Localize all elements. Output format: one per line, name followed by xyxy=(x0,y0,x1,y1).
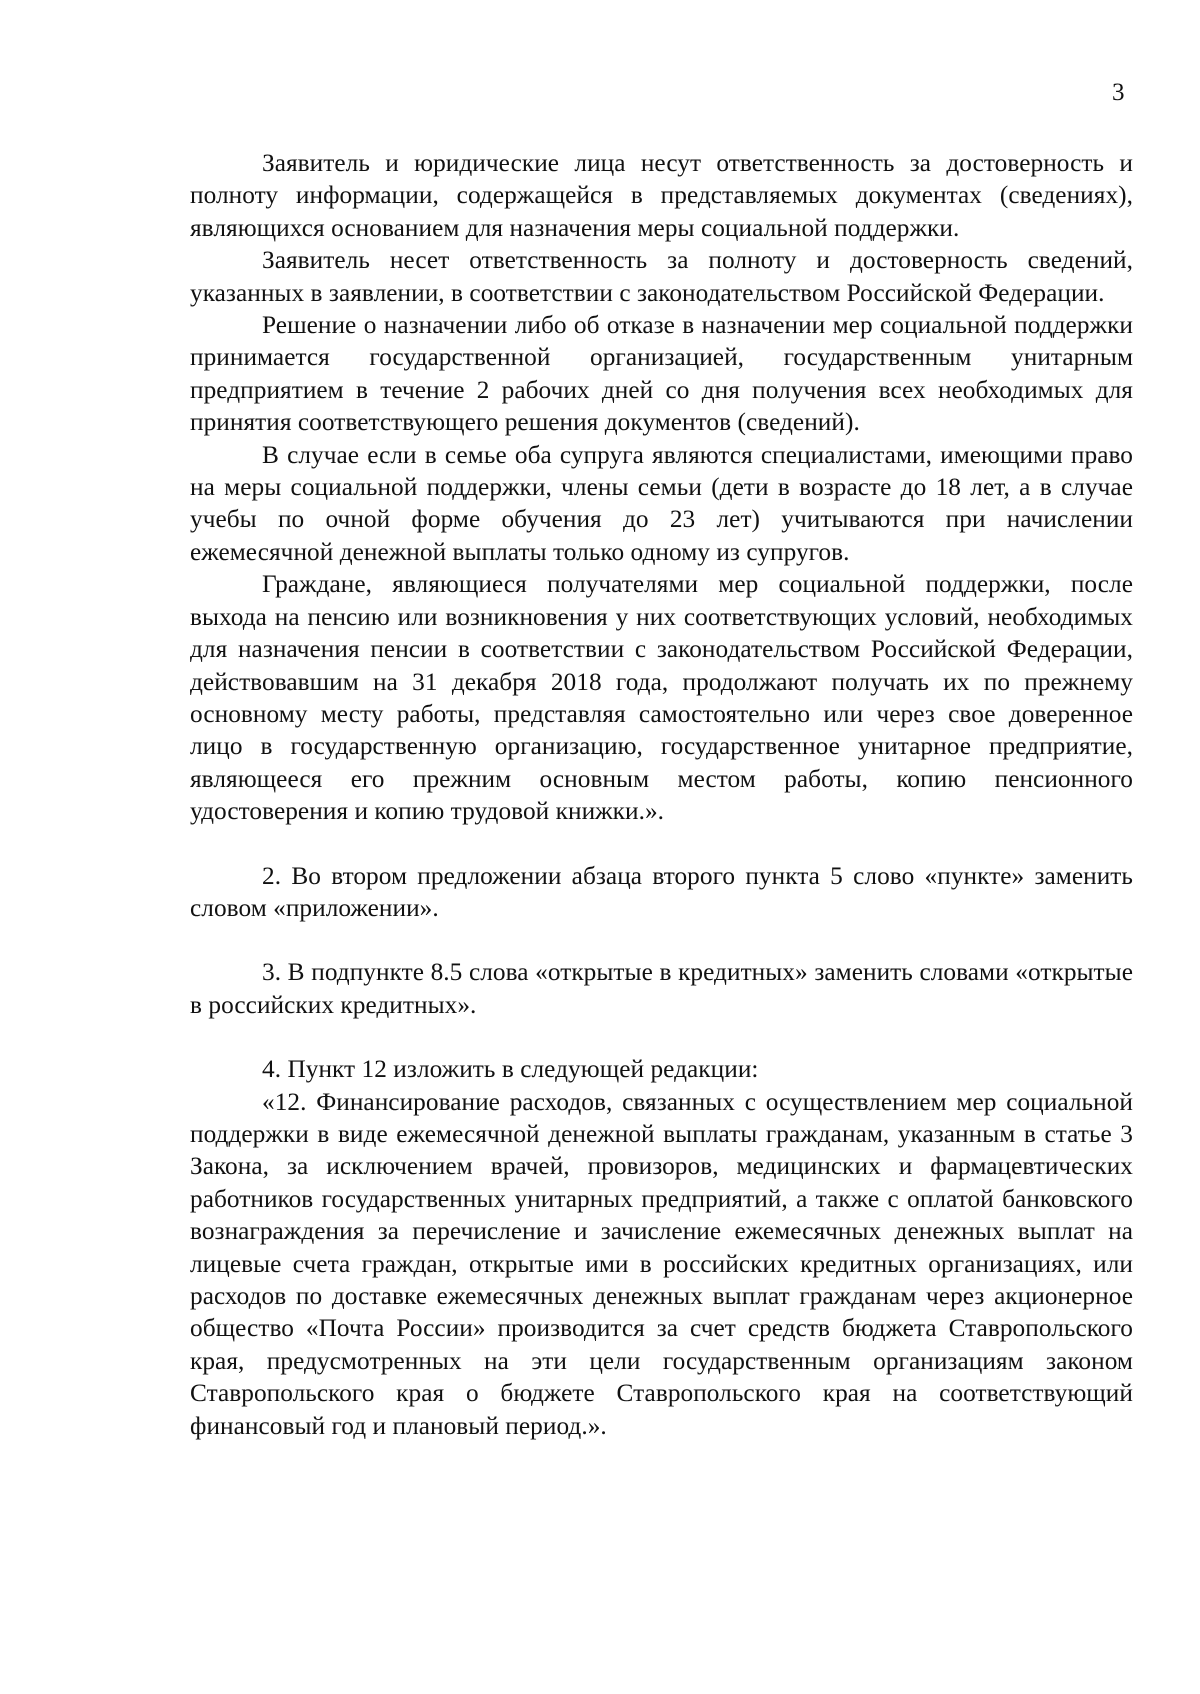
paragraph-gap xyxy=(190,828,1133,860)
paragraph-spouses: В случае если в семье оба супруга являются специалистами, имеющими право на меры социальной поддержки, члены семьи (дети в возрасте до 18 лет, а в случае учебы по очной форме обучения до 23 лет) учитываются при начислении ежемесячной денежной выплаты только одному из супругов. xyxy=(190,440,1133,566)
paragraph-gap xyxy=(190,924,1133,956)
paragraph-item-4: 4. Пункт 12 изложить в следующей редакции: xyxy=(262,1055,759,1084)
paragraph-item-12-text: «12. Финансирование расходов, связанных с осуществлением мер социальной поддержки в виде ежемесячной денежной выплаты гражданам, указанным в статье 3 Закона, за исключением врачей, провизоров, медицинских и фармацевтических работников государственных унитарных предприятий, а также с оплатой банковского вознаграждения за перечисление и зачисление ежемесячных денежных выплат на лицевые счета граждан, открытые ими в российских кредитных организациях, или расходов по доставке ежемесячных денежных выплат гражданам через акционерное общество «Почта России» производится за счет средств бюджета Ставропольского края, предусмотренных на эти цели государственным организациям законом Ставропольского края о бюджете Ставропольского края на соответствующий финансовый год и плановый период.». xyxy=(190,1087,1133,1440)
paragraph-item-3: 3. В подпункте 8.5 слова «открытые в кредитных» заменить словами «открытые в российских кредитных». xyxy=(190,958,1133,1019)
paragraph-pensioners: Граждане, являющиеся получателями мер социальной поддержки, после выхода на пенсию или возникновения у них соответствующих условий, необходимых для назначения пенсии в соответствии с законодательством Российской Федерации, действовавшим на 31 декабря 2018 года, продолжают получать их по прежнему основному месту работы, представляя самостоятельно или через свое доверенное лицо в государственную организацию, государственное унитарное предприятие, являющееся его прежним основным местом работы, копию пенсионного удостоверения и копию трудовой книжки.». xyxy=(190,570,1133,826)
paragraph-applicant-responsibility: Заявитель и юридические лица несут ответственность за достоверность и полноту информации, содержащейся в представляемых документах (сведениях), являющихся основанием для назначения меры социальной поддержки. xyxy=(190,149,1133,242)
page-number: 3 xyxy=(1112,79,1125,106)
document-body xyxy=(190,147,1133,1442)
paragraph-applicant-statement: Заявитель несет ответственность за полноту и достоверность сведений, указанных в заявлении, в соответствии с законодательством Российской Федерации. xyxy=(190,246,1133,307)
paragraph-item-2: 2. Во втором предложении абзаца второго пункта 5 слово «пункте» заменить словом «приложении». xyxy=(190,861,1133,922)
paragraph-decision: Решение о назначении либо об отказе в назначении мер социальной поддержки принимается государственной организацией, государственным унитарным предприятием в течение 2 рабочих дней со дня получения всех необходимых для принятия соответствующего решения документов (сведений). xyxy=(190,311,1133,437)
paragraph-gap xyxy=(190,1021,1133,1053)
